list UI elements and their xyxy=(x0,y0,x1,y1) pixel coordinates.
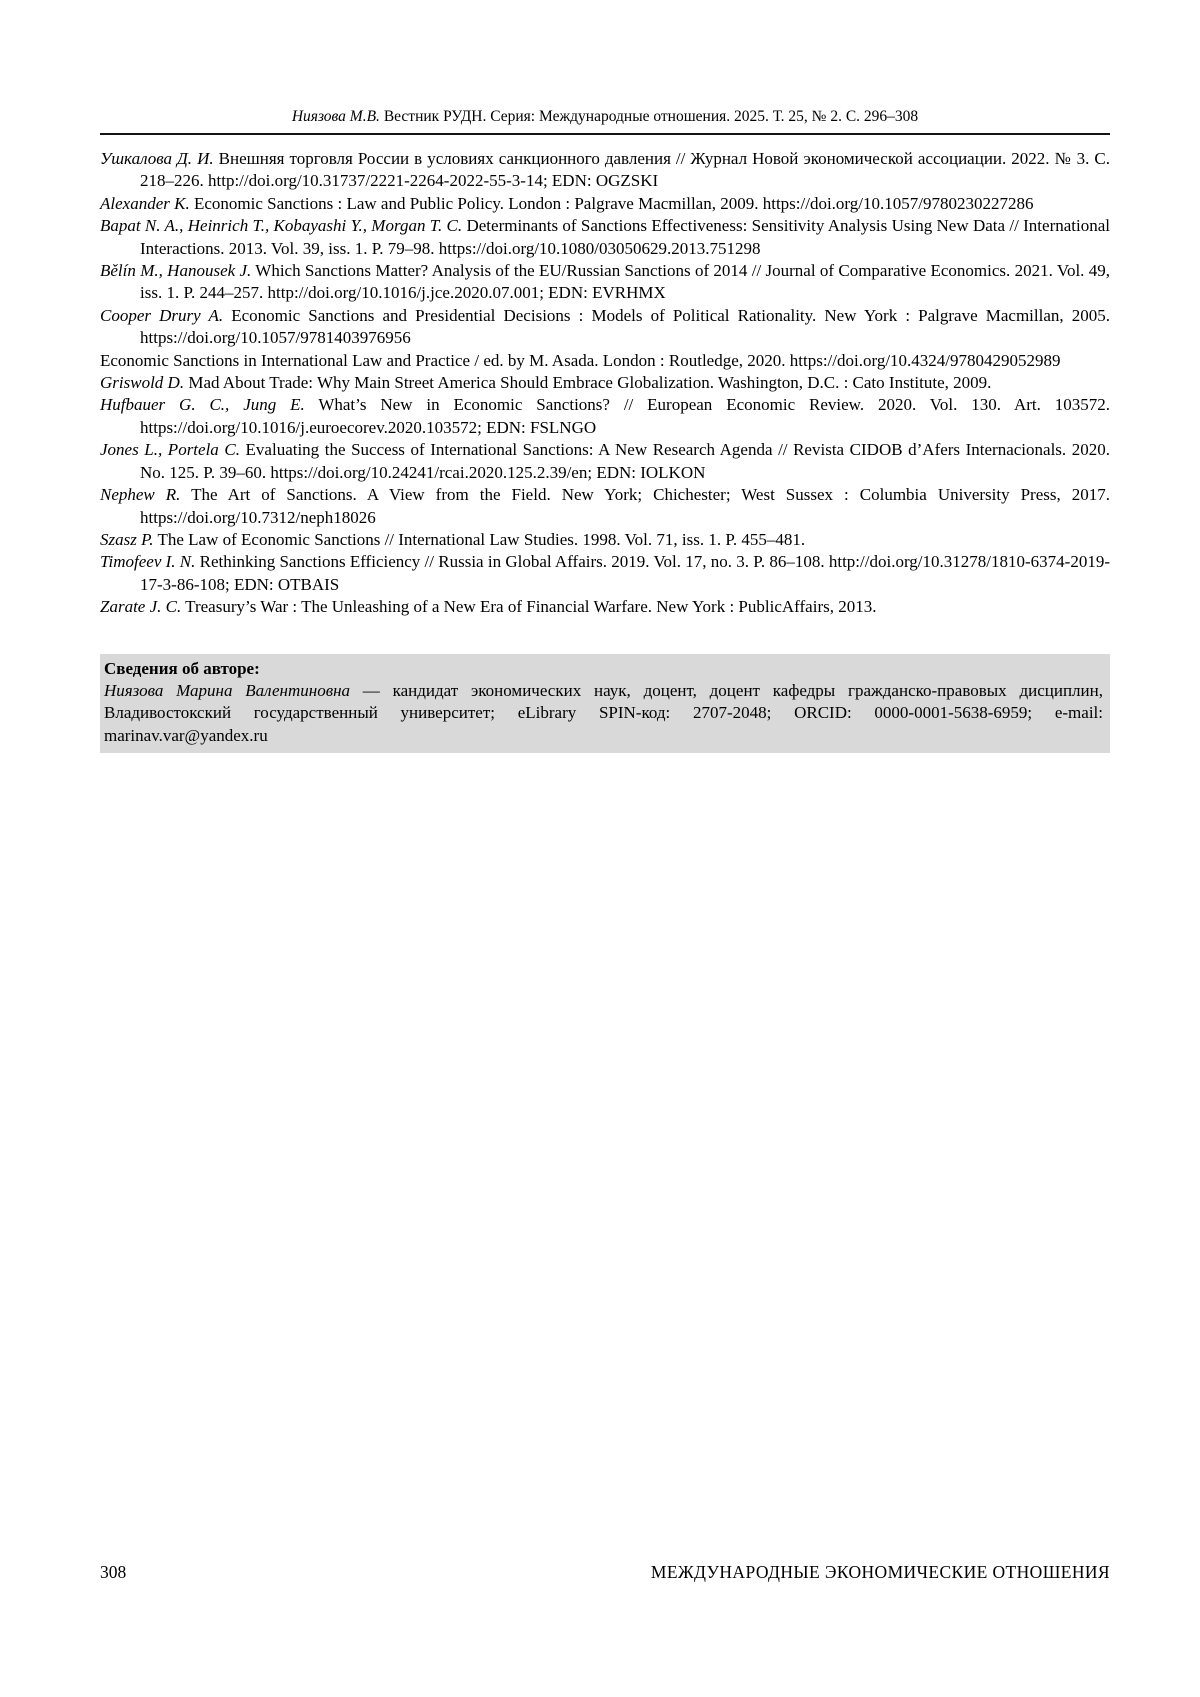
reference-item xyxy=(100,260,1110,305)
reference-item xyxy=(100,529,1110,551)
reference-authors: Nephew R. xyxy=(100,485,181,505)
reference-item xyxy=(100,372,1110,394)
reference-text: Evaluating the Success of International Sanctions: A New Research Agenda // Revista CIDOB d’Afers Internacionals. 2020. No. 125. P. 39–60. https://doi.org/10.24241/rcai.2020.125.2.39/en; EDN: IOLKON xyxy=(140,440,1110,482)
reference-authors: Bapat N. A., Heinrich T., Kobayashi Y., Morgan T. C. xyxy=(100,216,463,236)
reference-authors: Szasz P. xyxy=(100,529,154,549)
reference-authors: Timofeev I. N. xyxy=(100,552,196,572)
reference-authors: Cooper Drury A. xyxy=(100,305,224,325)
running-header xyxy=(100,0,1110,126)
reference-text: Economic Sanctions : Law and Public Policy. London : Palgrave Macmillan, 2009. https://doi.org/10.1057/9780230227286 xyxy=(189,193,1034,213)
reference-item xyxy=(100,350,1110,372)
reference-authors: Alexander K. xyxy=(100,193,190,213)
reference-authors: Jones L., Portela C. xyxy=(100,440,240,460)
reference-text: Determinants of Sanctions Effectiveness: Sensitivity Analysis Using New Data // International Interactions. 2013. Vol. 39, iss. 1. P. 79–98. https://doi.org/10.1080/03050629.2013.751298 xyxy=(140,216,1110,258)
page-number: 308 xyxy=(100,1562,127,1582)
author-info-box xyxy=(100,654,1110,754)
reference-text: Rethinking Sanctions Efficiency // Russia in Global Affairs. 2019. Vol. 17, no. 3. P. 86–108. http://doi.org/10.31278/1810-6374-2019-17-3-86-108; EDN: OTBAIS xyxy=(140,552,1110,594)
author-name: Ниязова Марина Валентиновна xyxy=(104,680,351,700)
reference-item xyxy=(100,439,1110,484)
author-info-heading: Сведения об авторе: xyxy=(104,658,260,678)
reference-item xyxy=(100,394,1110,439)
reference-authors: Griswold D. xyxy=(100,373,185,393)
reference-authors: Bělín M., Hanousek J. xyxy=(100,261,252,281)
page-content xyxy=(100,0,1110,753)
reference-text: The Art of Sanctions. A View from the Field. New York; Chichester; West Sussex : Columbia University Press, 2017. https://doi.org/10.7312/neph18026 xyxy=(140,485,1110,527)
reference-text: The Law of Economic Sanctions // International Law Studies. 1998. Vol. 71, iss. 1. P. 455–481. xyxy=(153,529,806,549)
reference-item xyxy=(100,305,1110,350)
header-rule-divider xyxy=(100,133,1110,135)
running-header-author: Ниязова М.В. xyxy=(291,108,380,125)
running-header-rest: Вестник РУДН. Серия: Международные отношения. 2025. Т. 25, № 2. С. 296–308 xyxy=(379,108,919,125)
reference-text: Economic Sanctions in International Law and Practice / ed. by M. Asada. London : Routledge, 2020. https://doi.org/10.4324/9780429052989 xyxy=(100,350,1061,370)
reference-item xyxy=(100,215,1110,260)
reference-item xyxy=(100,193,1110,215)
reference-text: Treasury’s War : The Unleashing of a New Era of Financial Warfare. New York : PublicAffairs, 2013. xyxy=(181,597,877,617)
reference-text: What’s New in Economic Sanctions? // European Economic Review. 2020. Vol. 130. Art. 103572. https://doi.org/10.1016/j.euroecorev.2020.103572; EDN: FSLNGO xyxy=(140,395,1110,437)
author-details: — кандидат экономических наук, доцент, доцент кафедры гражданско-правовых дисциплин, Владивостокский государственный университет; eLibrary SPIN-код: 2707-2048; ORCID: 0000-0001-5638-6959; e-mail: marinav.var@yandex.ru xyxy=(104,680,1103,745)
reference-authors: Hufbauer G. C., Jung E. xyxy=(100,395,305,415)
reference-item xyxy=(100,484,1110,529)
reference-item xyxy=(100,148,1110,193)
reference-text: Which Sanctions Matter? Analysis of the EU/Russian Sanctions of 2014 // Journal of Comparative Economics. 2021. Vol. 49, iss. 1. P. 244–257. http://doi.org/10.1016/j.jce.2020.07.001; EDN: EVRHMX xyxy=(140,261,1110,303)
reference-item xyxy=(100,596,1110,618)
reference-text: Economic Sanctions and Presidential Decisions : Models of Political Rationality. New York : Palgrave Macmillan, 2005. https://doi.org/10.1057/9781403976956 xyxy=(140,305,1110,348)
reference-authors: Zarate J. C. xyxy=(100,597,182,617)
references-list xyxy=(100,148,1110,619)
page-footer xyxy=(100,1562,1110,1583)
reference-authors: Ушкалова Д. И. xyxy=(100,149,214,168)
reference-text: Mad About Trade: Why Main Street America Should Embrace Globalization. Washington, D.C. : Cato Institute, 2009. xyxy=(184,373,992,393)
footer-section-title: МЕЖДУНАРОДНЫЕ ЭКОНОМИЧЕСКИЕ ОТНОШЕНИЯ xyxy=(650,1562,1110,1582)
reference-item xyxy=(100,551,1110,596)
author-info-body xyxy=(104,680,1103,747)
reference-text: Внешняя торговля России в условиях санкционного давления // Журнал Новой экономической ассоциации. 2022. № 3. С. 218–226. http://doi.org/10.31737/2221-2264-2022-55-3-14; EDN: OGZSKI xyxy=(140,149,1110,191)
